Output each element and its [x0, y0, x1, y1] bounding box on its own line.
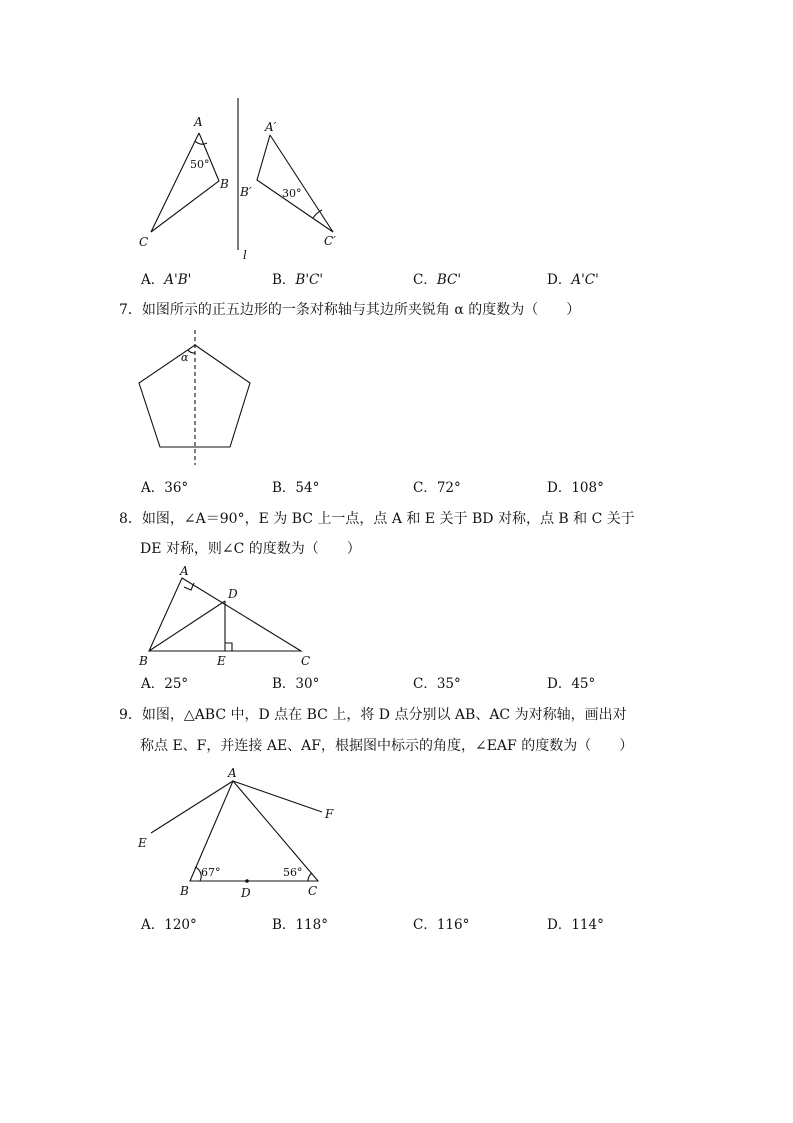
q8-option-a: A．25° [141, 676, 189, 692]
q6-option-c: C．BC' [413, 272, 462, 288]
q9-label-f: F [325, 807, 334, 821]
q9-figure [0, 760, 793, 910]
q6-label-a2: A′ [265, 120, 277, 134]
q9-option-a: A．120° [141, 917, 197, 933]
q9-label-b: B [180, 884, 189, 898]
q6-option-a: A．A'B' [141, 272, 192, 288]
q8-question-line1 [119, 510, 635, 528]
q6-triangle-abc [151, 133, 219, 232]
q6-option-b: B．B'C' [272, 272, 324, 288]
q6-label-b: B [220, 177, 229, 191]
q8-option-c: C．35° [413, 676, 461, 692]
q6-angle-a-label: 50° [190, 158, 210, 171]
q9-angle-c-label: 56° [283, 866, 303, 879]
q8-right-angle-e [225, 643, 232, 651]
q9-option-d: D．114° [547, 917, 604, 933]
q9-text-line2: 称点 E、F，并连接 AE、AF，根据图中标示的角度，∠EAF 的度数为（ ） [140, 738, 634, 754]
q8-label-a: A [180, 564, 189, 578]
q8-label-c: C [301, 654, 311, 668]
q7-alpha-label: α [181, 351, 189, 364]
q7-figure [0, 320, 793, 470]
q9-label-d: D [241, 886, 251, 900]
q7-number: 7． [119, 302, 142, 318]
q8-text-line1: 如图，∠A＝90°，E 为 BC 上一点，点 A 和 E 关于 BD 对称，点 B 和 C 关于 [141, 511, 635, 527]
q8-option-d: D．45° [547, 676, 596, 692]
q9-label-a: A [228, 766, 237, 780]
q7-text: 如图所示的正五边形的一条对称轴与其边所夹锐角 α 的度数为（ ） [141, 302, 581, 318]
q8-number: 8． [119, 511, 142, 527]
q6-label-a: A [194, 115, 203, 129]
q9-segment-ae [151, 781, 233, 833]
q6-triangle-a2b2c2 [257, 135, 333, 232]
q6-angle-c2-arc [313, 210, 322, 218]
q8-label-e: E [217, 654, 226, 668]
q7-question [119, 301, 580, 319]
q8-figure [0, 560, 793, 670]
q7-alpha-arc [188, 350, 195, 353]
q9-text-line1: 如图，△ABC 中，D 点在 BC 上，将 D 点分别以 AB、AC 为对称轴，画出对 [141, 707, 627, 723]
q6-label-c2: C′ [324, 234, 336, 248]
q9-label-e: E [138, 836, 147, 850]
q7-option-b: B．54° [272, 480, 320, 496]
q7-option-d: D．108° [547, 480, 604, 496]
q6-figure [0, 0, 793, 270]
q8-option-b: B．30° [272, 676, 320, 692]
q6-angle-c2-label: 30° [282, 187, 302, 200]
q7-option-c: C．72° [413, 480, 461, 496]
q6-label-b2: B′ [240, 185, 252, 199]
q6-option-d: D．A'C' [547, 272, 599, 288]
q6-label-l: l [243, 248, 247, 262]
q6-angle-a-arc [195, 141, 207, 144]
q9-angle-c-arc [308, 873, 312, 881]
q9-number: 9． [119, 707, 142, 723]
q8-question-line2 [140, 540, 361, 558]
q8-label-b: B [139, 654, 148, 668]
q9-question-line1 [119, 706, 627, 724]
q9-question-line2 [140, 737, 633, 755]
q8-text-line2: DE 对称，则∠C 的度数为（ ） [140, 541, 361, 557]
q6-label-c: C [139, 235, 149, 249]
q9-angle-b-label: 67° [201, 866, 221, 879]
q9-label-c: C [308, 884, 318, 898]
q7-option-a: A．36° [141, 480, 189, 496]
q8-label-d: D [228, 587, 238, 601]
q9-option-c: C．116° [413, 917, 470, 933]
q9-option-b: B．118° [272, 917, 328, 933]
q9-point-d [245, 879, 249, 883]
